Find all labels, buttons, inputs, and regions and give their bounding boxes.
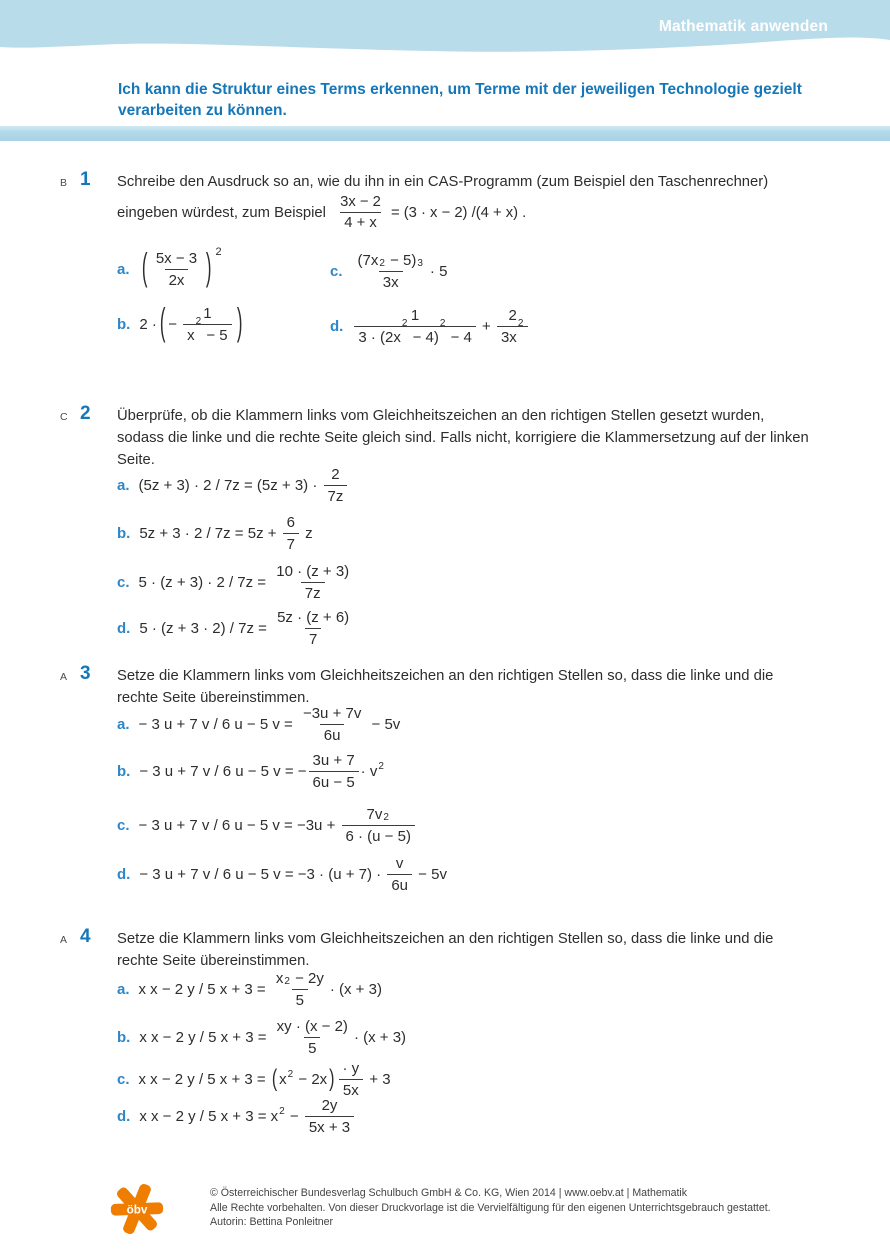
formula: (5z + 3) · 2 / 7z = (5z + 3) · 2 7z	[139, 466, 350, 505]
banner-title: Mathematik anwenden	[658, 18, 828, 35]
exercise-1-instruction	[117, 171, 768, 193]
page-title-line-1: Ich kann die Struktur eines Terms erkennen, um Terme mit der jeweiligen Technologie gezielt	[118, 81, 802, 98]
exercise-4-number: 4	[80, 926, 91, 947]
item-label: b.	[117, 1029, 131, 1046]
exercise-1-item-d	[330, 307, 530, 346]
exercise-3-item-b	[117, 752, 385, 791]
exercise-3-item-c	[117, 806, 417, 845]
formula: x x − 2 y / 5 x + 3 = x $^2$ − $\frac{2y}{5x + 3}$	[139, 1097, 356, 1136]
item-label: b.	[117, 763, 131, 780]
exercise-1-number: 1	[80, 169, 91, 190]
exercise-3-number: 3	[80, 663, 91, 684]
exercise-2-level-marker: C	[60, 411, 68, 423]
formula: − 3 u + 7 v / 6 u − 5 v = $\frac{-3u + 7v}{6u}$ − 5v	[138, 705, 401, 744]
formula: x x − 2 y / 5 x + 3 = ( x $^2$ − 2x ) · y 5x + 3	[138, 1060, 391, 1099]
footer-line-rights: Alle Rechte vorbehalten. Von dieser Druckvorlage ist die Vervielfältigung für den eigenen Unterrichtsgebrauch gestattet.	[210, 1201, 771, 1214]
oebv-logo-text: öbv	[126, 1203, 148, 1217]
exercise-4-level-marker: A	[60, 934, 68, 946]
exercise-2-item-d	[117, 609, 355, 648]
item-label: c.	[117, 817, 130, 834]
exercise-1-item-c	[330, 252, 447, 291]
formula: − 3 u + 7 v / 6 u − 5 v = −3u + 7v $^2$ 6 · (u − 5)	[139, 806, 417, 845]
formula: 2 · ( − 1 x $^2$ − 5 )	[139, 303, 243, 344]
formula: x x − 2 y / 5 x + 3 = x $^2$ − 2y 5 · (x + 3)	[138, 970, 382, 1009]
exercise-2-item-b	[117, 514, 313, 553]
exercise-2-number: 2	[80, 403, 91, 424]
item-label: c.	[330, 263, 343, 280]
exercise-4-item-b	[117, 1018, 406, 1057]
exercise-1-item-a	[117, 245, 222, 289]
footer-line-author: Autorin: Bettina Ponleitner	[210, 1216, 334, 1228]
exercise-2-item-a	[117, 466, 349, 505]
formula: (7x $^2$ − 5) $^3$ 3x · 5	[357, 252, 448, 291]
formula: 1 3 · (2x $^2$ − 4) $^2$ − 4 + 2 3x $^2$	[352, 307, 530, 346]
exercise-1-example-formula	[117, 194, 526, 231]
exercise-1-item-b	[117, 305, 245, 344]
item-label: d.	[117, 620, 131, 637]
exercise-3-level-marker: A	[60, 671, 68, 683]
item-label: a.	[117, 716, 130, 733]
footer-line-publisher: © Österreichischer Bundesverlag Schulbuch GmbH & Co. KG, Wien 2014 | www.oebv.at | Mathematik	[210, 1187, 688, 1199]
exercise-2-instruction	[117, 405, 809, 471]
oebv-logo	[110, 1182, 164, 1236]
item-label: a.	[117, 261, 130, 278]
exercise-4-item-d	[117, 1097, 356, 1136]
exercise-4-instruction-line: Setze die Klammern links vom Gleichheitszeichen an den richtigen Stellen so, dass die linke und die	[117, 931, 774, 947]
item-label: a.	[117, 981, 130, 998]
item-label: b.	[117, 525, 131, 542]
formula: − 3 u + 7 v / 6 u − 5 v = −3 · (u + 7) · v 6u − 5v	[139, 855, 447, 894]
item-label: d.	[117, 866, 131, 883]
page-title	[118, 79, 842, 121]
exercise-3-instruction	[117, 665, 773, 709]
exercise-2-instruction-line: Seite.	[117, 452, 155, 468]
formula: 5 · (z + 3) · 2 / 7z = $\frac{10 \cdot (z + 3)}{7z}$	[138, 563, 350, 602]
exercise-3-instruction-line: Setze die Klammern links vom Gleichheitszeichen an den richtigen Stellen so, dass die linke und die	[117, 668, 774, 684]
exercise-1-instruction-line: Schreibe den Ausdruck so an, wie du ihn in ein CAS-Programm (zum Beispiel den Taschenrechner)	[117, 174, 769, 190]
exercise-3-item-d	[117, 855, 447, 894]
footer-copyright	[210, 1186, 771, 1230]
item-label: d.	[117, 1108, 131, 1125]
item-label: d.	[330, 318, 344, 335]
item-label: c.	[117, 574, 130, 591]
exercise-4-item-c	[117, 1060, 391, 1099]
exercise-2-instruction-line: Überprüfe, ob die Klammern links vom Gleichheitszeichen an den richtigen Stellen gesetzt wurden,	[117, 408, 765, 424]
item-label: b.	[117, 316, 131, 333]
formula: − 3 u + 7 v / 6 u − 5 v = − $\frac{3u + 7}{6u - 5}$ · v $^2$	[139, 752, 384, 791]
exercise-3-instruction-line: rechte Seite übereinstimmen.	[117, 690, 310, 706]
item-label: c.	[117, 1071, 130, 1088]
formula: 5 · (z + 3 · 2) / 7z = $\frac{5z \cdot (z + 6)}{7}$	[139, 609, 350, 648]
exercise-3-item-a	[117, 705, 400, 744]
exercise-4-instruction-line: rechte Seite übereinstimmen.	[117, 953, 310, 969]
formula: ( 5x − 3 2x ) $^2$	[141, 245, 222, 289]
exercise-2-instruction-line: sodass die linke und die rechte Seite gleich sind. Falls nicht, korrigiere die Klammersetzung auf der linken	[117, 430, 809, 446]
page-title-line-2: verarbeiten zu können.	[118, 102, 287, 119]
exercise-4-instruction	[117, 928, 773, 972]
divider-stripe	[0, 126, 890, 141]
exercise-1-level-marker: B	[60, 177, 68, 189]
exercise-4-item-a	[117, 970, 382, 1009]
formula: x x − 2 y / 5 x + 3 = $\frac{xy \cdot (x - 2)}{5}$ · (x + 3)	[139, 1018, 407, 1057]
exercise-2-item-c	[117, 563, 355, 602]
formula: 5z + 3 · 2 / 7z = 5z + $\frac{6}{7}$ z	[139, 514, 313, 553]
formula: eingeben würdest, zum Beispiel $\frac{3x - 2}{4 + x}$ = (3 · x − 2) /(4 + x) .	[117, 194, 527, 231]
item-label: a.	[117, 477, 130, 494]
